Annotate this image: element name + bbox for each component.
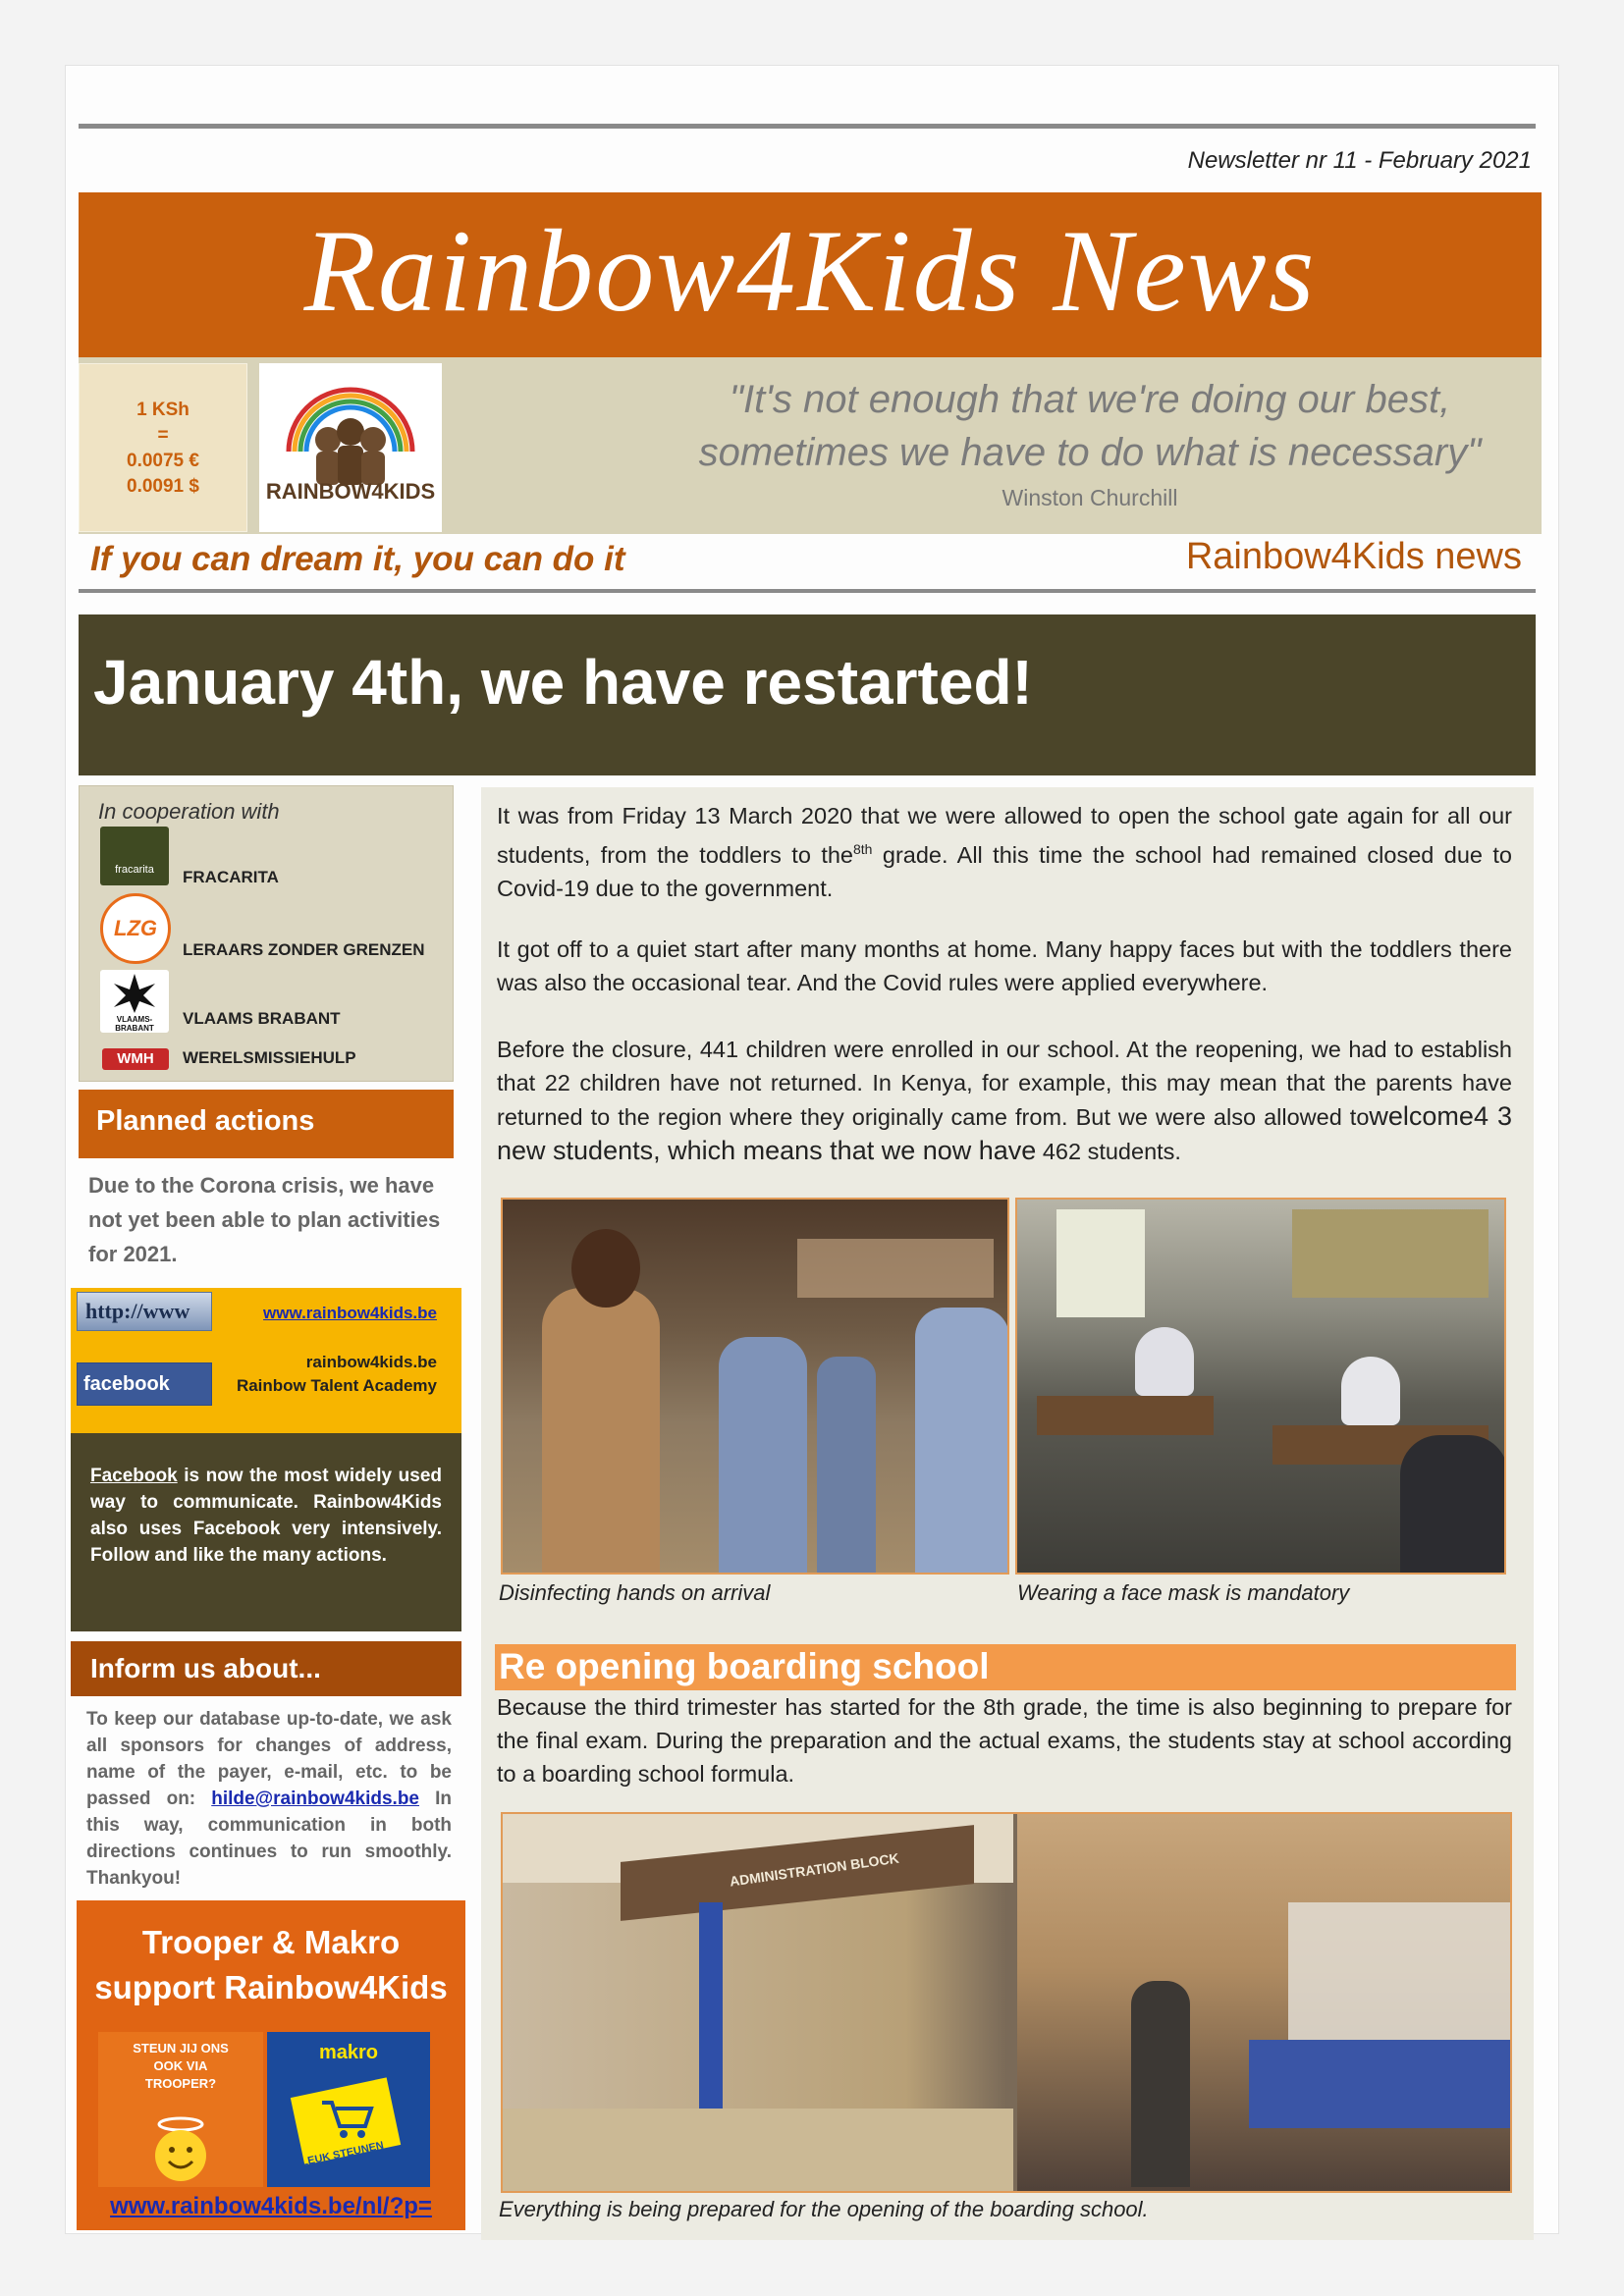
facebook-icon xyxy=(77,1362,212,1406)
masthead-title: Rainbow4Kids News xyxy=(303,205,1317,336)
rainbow4kids-logo xyxy=(259,363,442,532)
partner-name: FRACARITA xyxy=(183,868,279,886)
rainbow-logo-icon xyxy=(259,363,442,532)
student-veil xyxy=(1135,1327,1194,1396)
article-paragraph-4: Because the third trimester has started for the 8th grade, the time is also beginning to prepare for the final exam. During the preparation and the actual exams, the students stay at school according to a boarding school formula. xyxy=(497,1694,1512,1787)
facebook-note-link[interactable]: Facebook xyxy=(90,1466,178,1486)
partner-name: VLAAMS BRABANT xyxy=(183,1009,341,1028)
fracarita-logo xyxy=(100,827,169,885)
partner-name: LERAARS ZONDER GRENZEN xyxy=(183,940,425,959)
currency-line: 0.0075 € xyxy=(127,451,199,471)
motto: If you can dream it, you can do it xyxy=(90,540,625,578)
inform-title: Inform us about... xyxy=(90,1653,321,1683)
web-icon xyxy=(77,1292,212,1331)
article-paragraph-3 xyxy=(497,1033,1512,1168)
makro-sub-text: LEUK STEUNEN xyxy=(299,2139,385,2169)
makro-image xyxy=(267,2032,430,2187)
trooper-image xyxy=(98,2032,263,2187)
caption-disinfecting: Disinfecting hands on arrival xyxy=(499,1580,771,1605)
facebook-note-text: is now the most widely used way to communicate. Rainbow4Kids also uses Facebook very intensively. Follow and like the many actions. xyxy=(90,1466,442,1566)
p3-text-a: Before the closure, 441 children were enrolled in our school. At the reopening, we had to establish that 22 children have not returned. In Kenya, for example, this may mean that the parents have returned to the region where they originally came from. But we were also allowed to xyxy=(497,1037,1512,1130)
p1-text-a: It was from Friday 13 March 2020 that we were allowed to open the school gate again for all our students, from the toddlers to the xyxy=(497,803,1512,868)
photo-disinfecting-hands xyxy=(501,1198,1009,1575)
currency-line: 0.0091 $ xyxy=(127,476,199,497)
section-title: Re opening boarding school xyxy=(499,1646,990,1686)
inform-email-link[interactable]: hilde@rainbow4kids.be xyxy=(211,1789,419,1809)
lzg-logo xyxy=(100,893,171,964)
website-link[interactable]: www.rainbow4kids.be xyxy=(263,1304,437,1322)
trooper-link[interactable]: www.rainbow4kids.be/nl/?p= xyxy=(110,2193,432,2219)
desk-1 xyxy=(1037,1396,1214,1435)
inform-text-before: To keep our database up-to-date, we ask all sponsors for changes of address, name of the payer, e-mail, etc. to be passed on: xyxy=(86,1709,452,1809)
window xyxy=(1056,1209,1145,1317)
p3-text-b: 462 students. xyxy=(1036,1139,1181,1164)
p1-superscript: 8th xyxy=(853,841,873,857)
smiley-icon xyxy=(141,2114,220,2183)
student-1 xyxy=(719,1337,807,1573)
building-sign: ADMINISTRATION BLOCK xyxy=(729,1849,900,1890)
photo-boarding-school xyxy=(501,1812,1512,2193)
makro-image-text: makro xyxy=(318,2042,379,2063)
currency-box xyxy=(79,363,247,532)
trooper-makro-title xyxy=(77,1920,465,2010)
trooper-title-line: support Rainbow4Kids xyxy=(94,1969,448,2005)
cooperation-title: In cooperation with xyxy=(98,799,280,824)
caption-face-mask: Wearing a face mask is mandatory xyxy=(1017,1580,1350,1605)
facebook-note xyxy=(90,1463,442,1569)
ground xyxy=(503,2109,1013,2193)
quote-author: Winston Churchill xyxy=(1001,485,1178,510)
student-3 xyxy=(817,1357,876,1573)
student-veil xyxy=(1341,1357,1400,1425)
star-icon xyxy=(100,970,169,1013)
masthead-rule xyxy=(79,589,1536,593)
facebook-icon-text: facebook xyxy=(83,1373,170,1395)
student-dorm xyxy=(1131,1981,1190,2187)
person-head xyxy=(571,1229,640,1308)
planned-actions-title: Planned actions xyxy=(96,1105,315,1137)
p1-text-b: grade. All this time the school had remained closed due to Covid-19 due to the government. xyxy=(497,841,1512,901)
tagline: Rainbow4Kids news xyxy=(1185,536,1522,577)
logo-text: RAINBOW4KIDS xyxy=(265,479,436,504)
wmh-logo-text: WMH xyxy=(117,1050,154,1067)
inform-text-after: In this way, communication in both directions continues to run smoothly. Thankyou! xyxy=(86,1789,452,1889)
caption-boarding-school: Everything is being prepared for the opening of the boarding school. xyxy=(499,2197,1149,2221)
board xyxy=(1292,1209,1489,1298)
article-paragraph-2: It got off to a quiet start after many months at home. Many happy faces but with the toddlers there was also the occasional tear. And the Covid rules were applied everywhere. xyxy=(497,936,1512,995)
person-shirt xyxy=(542,1288,660,1573)
headline: January 4th, we have restarted! xyxy=(93,647,1033,718)
vlaams-brabant-logo xyxy=(100,970,169,1033)
lzg-logo-text: LZG xyxy=(114,916,157,940)
mosquito-net xyxy=(1288,1902,1512,2059)
student-2 xyxy=(915,1308,1009,1575)
photo-classroom-masks xyxy=(1015,1198,1506,1575)
facebook-page-label[interactable]: rainbow4kids.be xyxy=(305,1353,437,1371)
bunk-bed xyxy=(1249,2040,1512,2128)
issue-label: Newsletter nr 11 - February 2021 xyxy=(1187,147,1532,174)
trooper-title-line: Trooper & Makro xyxy=(141,1924,401,1960)
currency-line: 1 KSh xyxy=(136,400,189,420)
photo-light xyxy=(797,1239,994,1298)
p3-text-big: welcome4 3 new students, which means that we now have xyxy=(497,1101,1512,1165)
quote-line: "It's not enough that we're doing our best, xyxy=(729,378,1451,421)
wmh-logo xyxy=(102,1048,169,1070)
facebook-group-label[interactable]: Rainbow Talent Academy xyxy=(236,1376,437,1395)
currency-line: = xyxy=(157,425,169,446)
partner-name: WERELSMISSIEHULP xyxy=(183,1048,356,1067)
student-dark xyxy=(1400,1435,1506,1575)
web-icon-text: http://www xyxy=(85,1299,190,1323)
trooper-image-text: STEUN JIJ ONS OOK VIA TROOPER? xyxy=(133,2041,229,2091)
inform-text xyxy=(86,1706,452,1892)
quote-line: sometimes we have to do what is necessary" xyxy=(698,431,1482,474)
cart-icon xyxy=(318,2097,377,2142)
vlaams-brabant-logo-text: VLAAMS-BRABANT xyxy=(115,1015,154,1033)
top-rule xyxy=(79,124,1536,129)
quote xyxy=(668,373,1512,479)
article-paragraph-1 xyxy=(497,799,1512,905)
fracarita-logo-text: fracarita xyxy=(115,864,154,876)
planned-actions-text: Due to the Corona crisis, we have not yet been able to plan activities for 2021. xyxy=(88,1173,441,1266)
